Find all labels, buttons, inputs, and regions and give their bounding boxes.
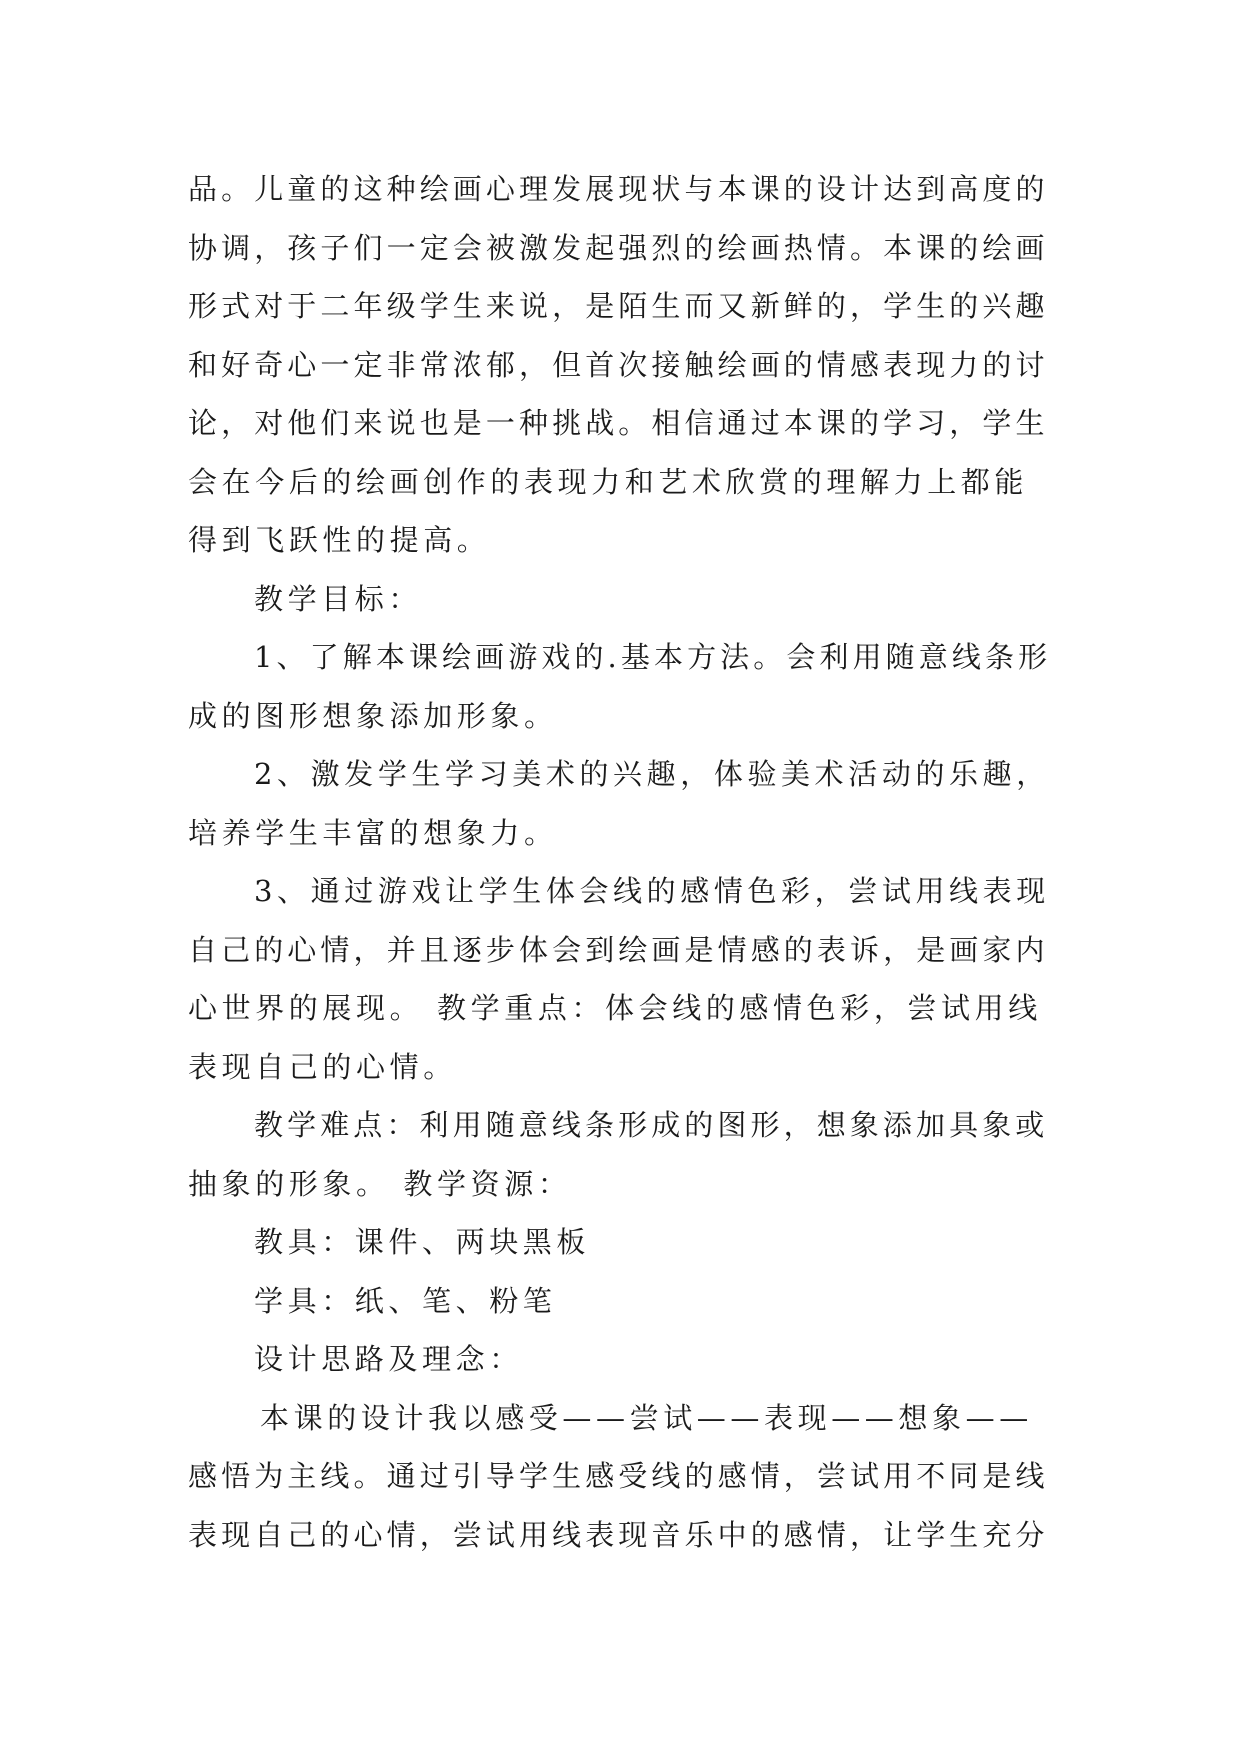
text-line: 教具：课件、两块黑板	[254, 1225, 591, 1259]
text-line: 教学难点：利用随意线条形成的图形，想象添加具象或	[254, 1108, 1049, 1142]
text-line: 自己的心情，并且逐步体会到绘画是情感的表诉，是画家内	[188, 932, 1049, 967]
text-line: 1、了解本课绘画游戏的.基本方法。会利用随意线条形	[254, 640, 1052, 674]
text-line: 心世界的展现。 教学重点：体会线的感情色彩，尝试用线	[188, 991, 1042, 1025]
text-line: 得到飞跃性的提高。	[188, 523, 491, 557]
section-heading-teaching-goals: 教学目标：	[254, 581, 423, 616]
text-line: 2、激发学生学习美术的兴趣，体验美术活动的乐趣，	[254, 757, 1050, 791]
section-heading-design-ideas: 设计思路及理念：	[254, 1342, 523, 1376]
text-line: 感悟为主线。通过引导学生感受线的感情，尝试用不同是线	[188, 1459, 1049, 1493]
document-body	[188, 160, 1052, 1564]
text-line: 培养学生丰富的想象力。	[188, 815, 558, 850]
text-line: 表现自己的心情，尝试用线表现音乐中的感情，让学生充分	[188, 1517, 1049, 1552]
text-line: 会在今后的绘画创作的表现力和艺术欣赏的理解力上都能	[188, 464, 1029, 499]
text-line: 和好奇心一定非常浓郁，但首次接触绘画的情感表现力的讨	[188, 347, 1049, 382]
text-line: 成的图形想象添加形象。	[188, 698, 558, 733]
text-line: 论，对他们来说也是一种挑战。相信通过本课的学习，学生	[188, 406, 1049, 440]
text-line: 表现自己的心情。	[188, 1049, 457, 1084]
text-line: 形式对于二年级学生来说，是陌生而又新鲜的，学生的兴趣	[188, 289, 1049, 323]
text-line: 品。儿童的这种绘画心理发展现状与本课的设计达到高度的	[188, 172, 1049, 206]
text-line: 协调，孩子们一定会被激发起强烈的绘画热情。本课的绘画	[188, 230, 1049, 265]
text-line: 学具：纸、笔、粉笔	[254, 1283, 557, 1318]
text-line: 本课的设计我以感受——尝试——表现——想象——	[260, 1400, 1033, 1435]
text-line: 抽象的形象。 教学资源：	[188, 1166, 572, 1201]
text-line: 3、通过游戏让学生体会线的感情色彩，尝试用线表现	[254, 874, 1050, 908]
